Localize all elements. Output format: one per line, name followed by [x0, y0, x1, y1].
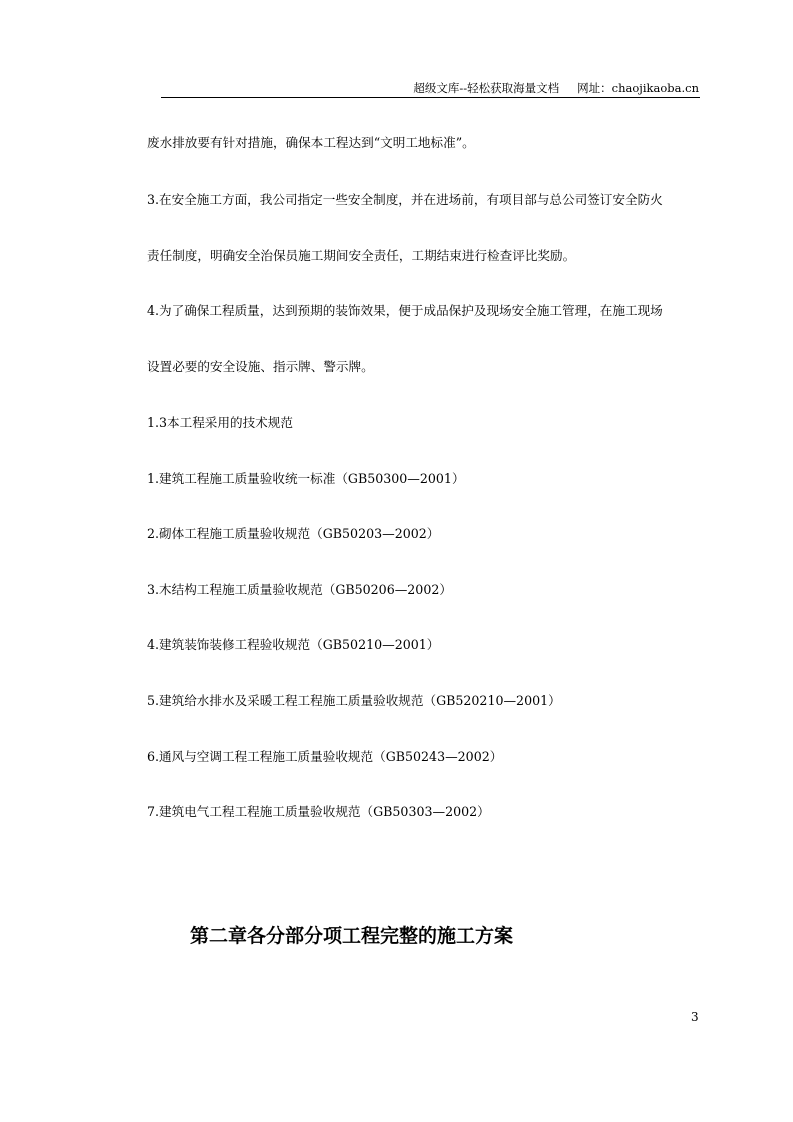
header-url: 网址：chaojikaoba.cn	[577, 81, 699, 95]
standard-item: 7.建筑电气工程工程施工质量验收规范（GB50303—2002）	[147, 804, 490, 819]
paragraph-line: 责任制度，明确安全治保员施工期间安全责任，工期结束进行检查评比奖励。	[147, 248, 576, 263]
paragraph-line: 4.为了确保工程质量，达到预期的装饰效果，便于成品保护及现场安全施工管理，在施工现场	[147, 303, 663, 318]
standard-item: 2.砌体工程施工质量验收规范（GB50203—2002）	[147, 526, 440, 541]
standard-item: 3.木结构工程施工质量验收规范（GB50206—2002）	[147, 582, 452, 597]
standard-item: 1.建筑工程施工质量验收统一标准（GB50300—2001）	[147, 471, 465, 486]
standard-item: 6.通风与空调工程工程施工质量验收规范（GB50243—2002）	[147, 749, 503, 764]
chapter-title: 第二章各分部分项工程完整的施工方案	[190, 925, 514, 947]
standard-item: 4.建筑装饰装修工程验收规范（GB50210—2001）	[147, 637, 440, 652]
standard-item: 5.建筑给水排水及采暖工程工程施工质量验收规范（GB520210—2001）	[147, 693, 561, 708]
header-site: 超级文库--轻松获取海量文档	[413, 81, 560, 95]
page-header	[413, 80, 699, 96]
paragraph-line: 3.在安全施工方面，我公司指定一些安全制度，并在进场前，有项目部与总公司签订安全防火	[147, 192, 663, 207]
section-heading: 1.3本工程采用的技术规范	[147, 415, 293, 430]
page-number: 3	[691, 1010, 699, 1024]
paragraph-line: 废水排放要有针对措施，确保本工程达到“文明工地标准”。	[147, 135, 475, 150]
header-rule	[161, 97, 700, 98]
paragraph-line: 设置必要的安全设施、指示牌、警示牌。	[147, 359, 374, 374]
